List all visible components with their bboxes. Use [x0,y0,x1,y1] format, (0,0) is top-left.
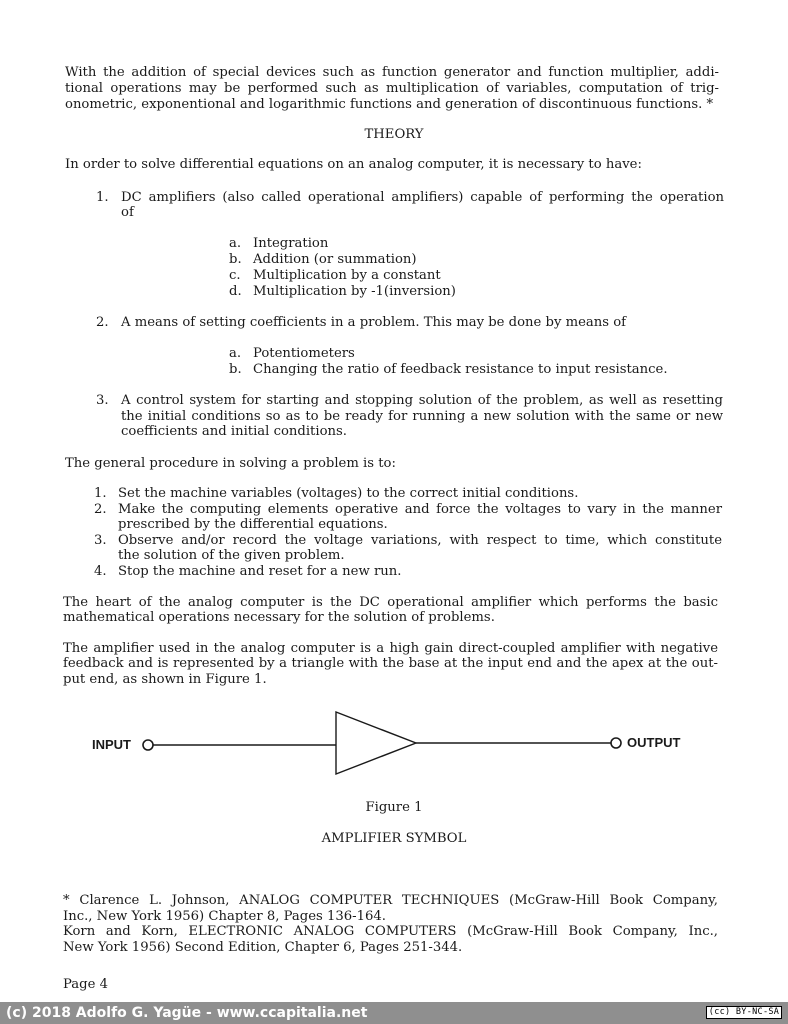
sub-item: Changing the ratio of feedback resistance to input resistance. [253,362,668,377]
paragraph-line: The amplifier used in the analog computer is a high gain direct-coupled amplifier with negative [63,641,718,656]
footnote-line: New York 1956) Second Edition, Chapter 6, Pages 251-344. [63,940,463,955]
list-number: 1. [96,190,109,205]
sub-letter: c. [229,268,241,283]
footnote-line: Korn and Korn, ELECTRONIC ANALOG COMPUTERS (McGraw-Hill Book Company, Inc., [63,924,718,939]
list-item-line: Set the machine variables (voltages) to the correct initial conditions. [118,486,579,501]
output-terminal [611,738,621,748]
amplifier-triangle [336,712,416,774]
list-item-line: the initial conditions so as to be ready for running a new solution with the same or new [121,409,723,424]
list-item-line: Make the computing elements operative and force the voltages to vary in the manner [118,502,722,517]
output-label: OUTPUT [627,735,681,750]
list-number: 3. [94,533,107,548]
requirement-intro: In order to solve differential equations on an analog computer, it is necessary to have: [65,157,642,172]
list-item-line: A control system for starting and stopping solution of the problem, as well as resetting [121,393,723,408]
paragraph-line: mathematical operations necessary for the solution of problems. [63,610,495,625]
paragraph-line: feedback and is represented by a triangle with the base at the input end and the apex at the out- [63,656,718,671]
list-item-line: Stop the machine and reset for a new run. [118,564,402,579]
input-terminal [143,740,153,750]
list-number: 2. [94,502,107,517]
sub-item: Multiplication by -1(inversion) [253,284,456,299]
list-number: 1. [94,486,107,501]
paragraph-line: The heart of the analog computer is the DC operational amplifier which performs the basic [63,595,718,610]
footnote-line: Inc., New York 1956) Chapter 8, Pages 136-164. [63,909,386,924]
watermark-text: (c) 2018 Adolfo G. Yagüe - www.ccapitalia.net [6,1005,368,1021]
list-item-line: of [121,205,134,220]
intro-line: tional operations may be performed such as multiplication of variables, computation of trig- [65,81,719,96]
page-number: Page 4 [63,977,108,992]
sub-letter: d. [229,284,242,299]
list-item-line: coefficients and initial conditions. [121,424,347,439]
list-number: 3. [96,393,109,408]
list-number: 2. [96,315,109,330]
list-item-line: the solution of the given problem. [118,548,345,563]
paragraph-line: put end, as shown in Figure 1. [63,672,267,687]
input-label: INPUT [92,737,131,752]
list-item-line: prescribed by the differential equations. [118,517,388,532]
amplifier-diagram [0,700,788,790]
footnote-line: * Clarence L. Johnson, ANALOG COMPUTER TECHNIQUES (McGraw-Hill Book Company, [63,893,718,908]
section-heading: THEORY [364,127,424,142]
sub-item: Integration [253,236,329,251]
sub-letter: a. [229,236,242,251]
watermark-bar [0,1002,788,1024]
list-item-line: DC amplifiers (also called operational amplifiers) capable of performing the operation [121,190,724,205]
figure-caption: Figure 1 [365,800,423,815]
sub-letter: b. [229,252,242,267]
sub-item: Potentiometers [253,346,355,361]
intro-line: onometric, exponentional and logarithmic functions and generation of discontinuous functions. * [65,97,714,112]
intro-line: With the addition of special devices such as function generator and function multiplier, addi- [65,65,719,80]
list-item-line: Observe and/or record the voltage variations, with respect to time, which constitute [118,533,722,548]
list-item-line: A means of setting coefficients in a problem. This may be done by means of [121,315,627,330]
procedure-intro: The general procedure in solving a problem is to: [65,456,396,471]
license-badge: (cc) BY-NC-SA [706,1006,782,1019]
sub-letter: a. [229,346,242,361]
sub-letter: b. [229,362,242,377]
list-number: 4. [94,564,107,579]
sub-item: Multiplication by a constant [253,268,441,283]
sub-item: Addition (or summation) [253,252,417,267]
figure-title: AMPLIFIER SYMBOL [321,831,467,846]
